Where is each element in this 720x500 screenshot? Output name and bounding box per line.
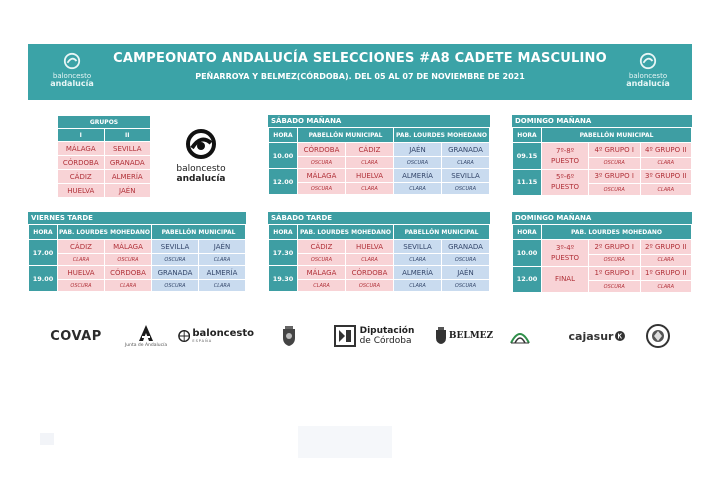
placement-label: [542, 170, 588, 196]
fab-espana-logo: [178, 318, 254, 354]
group-i-team: HUELVA: [58, 184, 104, 197]
team-cell: 4º GRUPO I: [589, 143, 640, 157]
kit-cell: OSCURA: [298, 183, 345, 194]
team-cell: 2º GRUPO I: [589, 240, 640, 254]
venue-header: PAB. LOURDES MOHEDANO: [542, 225, 691, 239]
kit-cell: OSCURA: [589, 281, 640, 292]
team-cell: HUELVA: [346, 240, 393, 253]
junta-caption: Junta de Andalucía: [124, 343, 168, 348]
kit-cell: CLARA: [641, 281, 692, 292]
basketball-swirl-icon: [639, 52, 657, 70]
junta-arch-icon: [509, 327, 531, 345]
team-cell: JAÉN: [442, 266, 489, 279]
placement-line2: PUESTO: [551, 156, 579, 165]
cajasur-logo: [564, 318, 630, 354]
kit-cell: CLARA: [394, 254, 441, 265]
round-crest-icon: [645, 323, 671, 349]
logo-text-line1: baloncesto: [176, 164, 226, 174]
match-time: 11.15: [513, 170, 541, 196]
match-time: 09.15: [513, 143, 541, 169]
kit-cell: CLARA: [394, 280, 441, 291]
team-cell: CÁDIZ: [346, 143, 393, 156]
team-cell: HUELVA: [346, 169, 393, 182]
diputacion-text-line1: Diputación: [359, 326, 415, 336]
basketball-swirl-icon: [184, 128, 218, 160]
belmez-logo: [432, 318, 496, 354]
logo-text-line2: andalucía: [50, 79, 94, 88]
page-title: CAMPEONATO ANDALUCÍA SELECCIONES #A8 CADETE MASCULINO: [113, 51, 607, 66]
placement-line2: PUESTO: [551, 183, 579, 192]
team-cell: MÁLAGA: [298, 266, 345, 279]
match-time: 10.00: [269, 143, 297, 168]
junta-a-icon: [138, 324, 154, 342]
team-cell: GRANADA: [442, 143, 489, 156]
match-time: 17.00: [29, 240, 57, 265]
kit-cell: OSCURA: [105, 254, 151, 265]
kit-cell: CLARA: [199, 254, 245, 265]
kit-cell: OSCURA: [589, 158, 640, 169]
team-cell: ALMERÍA: [394, 266, 441, 279]
team-cell: 2º GRUPO II: [641, 240, 692, 254]
team-cell: CÁDIZ: [58, 240, 104, 253]
venue-header: PAB. LOURDES MOHEDANO: [58, 225, 151, 239]
team-cell: CÓRDOBA: [346, 266, 393, 279]
cajasur-k-icon: [615, 331, 625, 341]
placement-label: [542, 240, 588, 266]
round-crest-logo: [640, 318, 676, 354]
kit-cell: CLARA: [346, 254, 393, 265]
team-cell: ALMERÍA: [394, 169, 441, 182]
group-ii-team: ALMERÍA: [105, 170, 151, 183]
venue-header: PABELLÓN MUNICIPAL: [394, 225, 489, 239]
faint-mark: [298, 426, 392, 458]
kit-cell: CLARA: [641, 158, 692, 169]
fab-text: baloncesto: [192, 328, 254, 339]
schedule-sabado-tarde: [268, 212, 490, 292]
kit-cell: OSCURA: [298, 254, 345, 265]
kit-cell: OSCURA: [152, 280, 198, 291]
belmez-crest-icon: [435, 327, 447, 345]
fab-caption: ESPAÑA: [192, 339, 213, 343]
section-title: SÁBADO TARDE: [268, 212, 490, 224]
belmez-text: BELMEZ: [448, 331, 494, 341]
match-time: 12.00: [269, 169, 297, 194]
group-ii-team: GRANADA: [105, 156, 151, 169]
kit-cell: CLARA: [641, 184, 692, 195]
kit-cell: CLARA: [58, 254, 104, 265]
kit-cell: OSCURA: [58, 280, 104, 291]
kit-cell: CLARA: [346, 157, 393, 168]
hora-header: HORA: [29, 225, 57, 239]
team-cell: CÓRDOBA: [298, 143, 345, 156]
kit-cell: CLARA: [298, 280, 345, 291]
schedule-domingo-manana-lourdes: [512, 212, 692, 293]
placement-line1: 3º-4º: [555, 243, 575, 252]
kit-cell: OSCURA: [442, 280, 489, 291]
kit-cell: OSCURA: [152, 254, 198, 265]
team-cell: HUELVA: [58, 266, 104, 279]
team-cell: JAÉN: [394, 143, 441, 156]
groups-table: [57, 115, 151, 198]
group-i-team: CÓRDOBA: [58, 156, 104, 169]
placement-line1: FINAL: [554, 275, 575, 284]
kit-cell: OSCURA: [442, 183, 489, 194]
venue-header: PAB. LOURDES MOHEDANO: [394, 128, 489, 142]
section-title: SÁBADO MAÑANA: [268, 115, 490, 127]
hora-header: HORA: [513, 128, 541, 142]
match-time: 12.00: [513, 267, 541, 293]
page-subtitle: PEÑARROYA Y BELMEZ(CÓRDOBA). DEL 05 AL 07 DE NOVIEMBRE DE 2021: [195, 72, 525, 81]
kit-cell: OSCURA: [589, 184, 640, 195]
header-banner: [28, 44, 692, 100]
team-cell: 3º GRUPO II: [641, 170, 692, 184]
fab-andalucia-logo-right: [624, 52, 672, 94]
kit-cell: OSCURA: [442, 254, 489, 265]
team-cell: GRANADA: [152, 266, 198, 279]
group-ii-team: JAÉN: [105, 184, 151, 197]
team-cell: 3º GRUPO I: [589, 170, 640, 184]
kit-cell: CLARA: [346, 183, 393, 194]
section-title: DOMINGO MAÑANA: [512, 212, 692, 224]
baloncesto-andalucia-logo: [168, 128, 234, 186]
team-cell: GRANADA: [442, 240, 489, 253]
logo-text-line2: andalucía: [176, 174, 226, 184]
section-title: VIERNES TARDE: [28, 212, 246, 224]
kit-cell: CLARA: [641, 255, 692, 266]
logo-text-line1: baloncesto: [628, 72, 668, 80]
team-cell: ALMERÍA: [199, 266, 245, 279]
placement-label: [542, 143, 588, 169]
match-time: 10.00: [513, 240, 541, 266]
team-cell: SEVILLA: [394, 240, 441, 253]
kit-cell: CLARA: [199, 280, 245, 291]
match-time: 19.00: [29, 266, 57, 291]
group-i-team: CÁDIZ: [58, 170, 104, 183]
cajasur-text: cajasur: [568, 329, 614, 343]
penarroya-crest-logo: [274, 318, 304, 354]
kit-cell: CLARA: [394, 183, 441, 194]
match-time: 17.30: [269, 240, 297, 265]
group-i-header: I: [58, 129, 104, 141]
diputacion-emblem-icon: [334, 325, 356, 347]
covap-logo: [48, 318, 104, 354]
kit-cell: OSCURA: [346, 280, 393, 291]
kit-cell: OSCURA: [298, 157, 345, 168]
kit-cell: OSCURA: [589, 255, 640, 266]
junta-emblem-logo: [504, 318, 536, 354]
schedule-viernes-tarde: [28, 212, 246, 292]
team-cell: CÓRDOBA: [105, 266, 151, 279]
venue-header: PAB. LOURDES MOHEDANO: [298, 225, 393, 239]
venue-header: PABELLÓN MUNICIPAL: [152, 225, 245, 239]
basketball-icon: [178, 329, 190, 343]
kit-cell: CLARA: [442, 157, 489, 168]
sponsor-logos: [40, 318, 690, 354]
team-cell: 1º GRUPO II: [641, 267, 692, 281]
schedule-sabado-manana: [268, 115, 490, 195]
kit-cell: CLARA: [105, 280, 151, 291]
crest-icon: [281, 325, 297, 347]
team-cell: MÁLAGA: [105, 240, 151, 253]
placement-line1: 7º-8º: [555, 146, 575, 155]
diputacion-text-line2: de Córdoba: [359, 336, 412, 346]
group-ii-header: II: [105, 129, 151, 141]
team-cell: CÁDIZ: [298, 240, 345, 253]
match-time: 19.30: [269, 266, 297, 291]
team-cell: MÁLAGA: [298, 169, 345, 182]
venue-header: PABELLÓN MUNICIPAL: [298, 128, 393, 142]
section-title: DOMINGO MAÑANA: [512, 115, 692, 127]
hora-header: HORA: [513, 225, 541, 239]
kit-cell: OSCURA: [394, 157, 441, 168]
junta-andalucia-logo: [120, 318, 172, 354]
venue-header: PABELLÓN MUNICIPAL: [542, 128, 691, 142]
covap-text: COVAP: [50, 328, 102, 344]
logo-text-line1: baloncesto: [52, 72, 92, 80]
group-i-team: MÁLAGA: [58, 142, 104, 155]
faint-mark: [40, 433, 54, 445]
team-cell: 4º GRUPO II: [641, 143, 692, 157]
hora-header: HORA: [269, 128, 297, 142]
team-cell: SEVILLA: [152, 240, 198, 253]
team-cell: JAÉN: [199, 240, 245, 253]
placement-line2: PUESTO: [551, 253, 579, 262]
logo-text-line2: andalucía: [626, 79, 670, 88]
team-cell: SEVILLA: [442, 169, 489, 182]
schedule-domingo-manana-municipal: [512, 115, 692, 196]
groups-title: GRUPOS: [58, 116, 150, 128]
hora-header: HORA: [269, 225, 297, 239]
placement-line1: 5º-6º: [555, 173, 575, 182]
team-cell: 1º GRUPO I: [589, 267, 640, 281]
placement-label: [542, 267, 588, 293]
group-ii-team: SEVILLA: [105, 142, 151, 155]
diputacion-cordoba-logo: [330, 318, 418, 354]
